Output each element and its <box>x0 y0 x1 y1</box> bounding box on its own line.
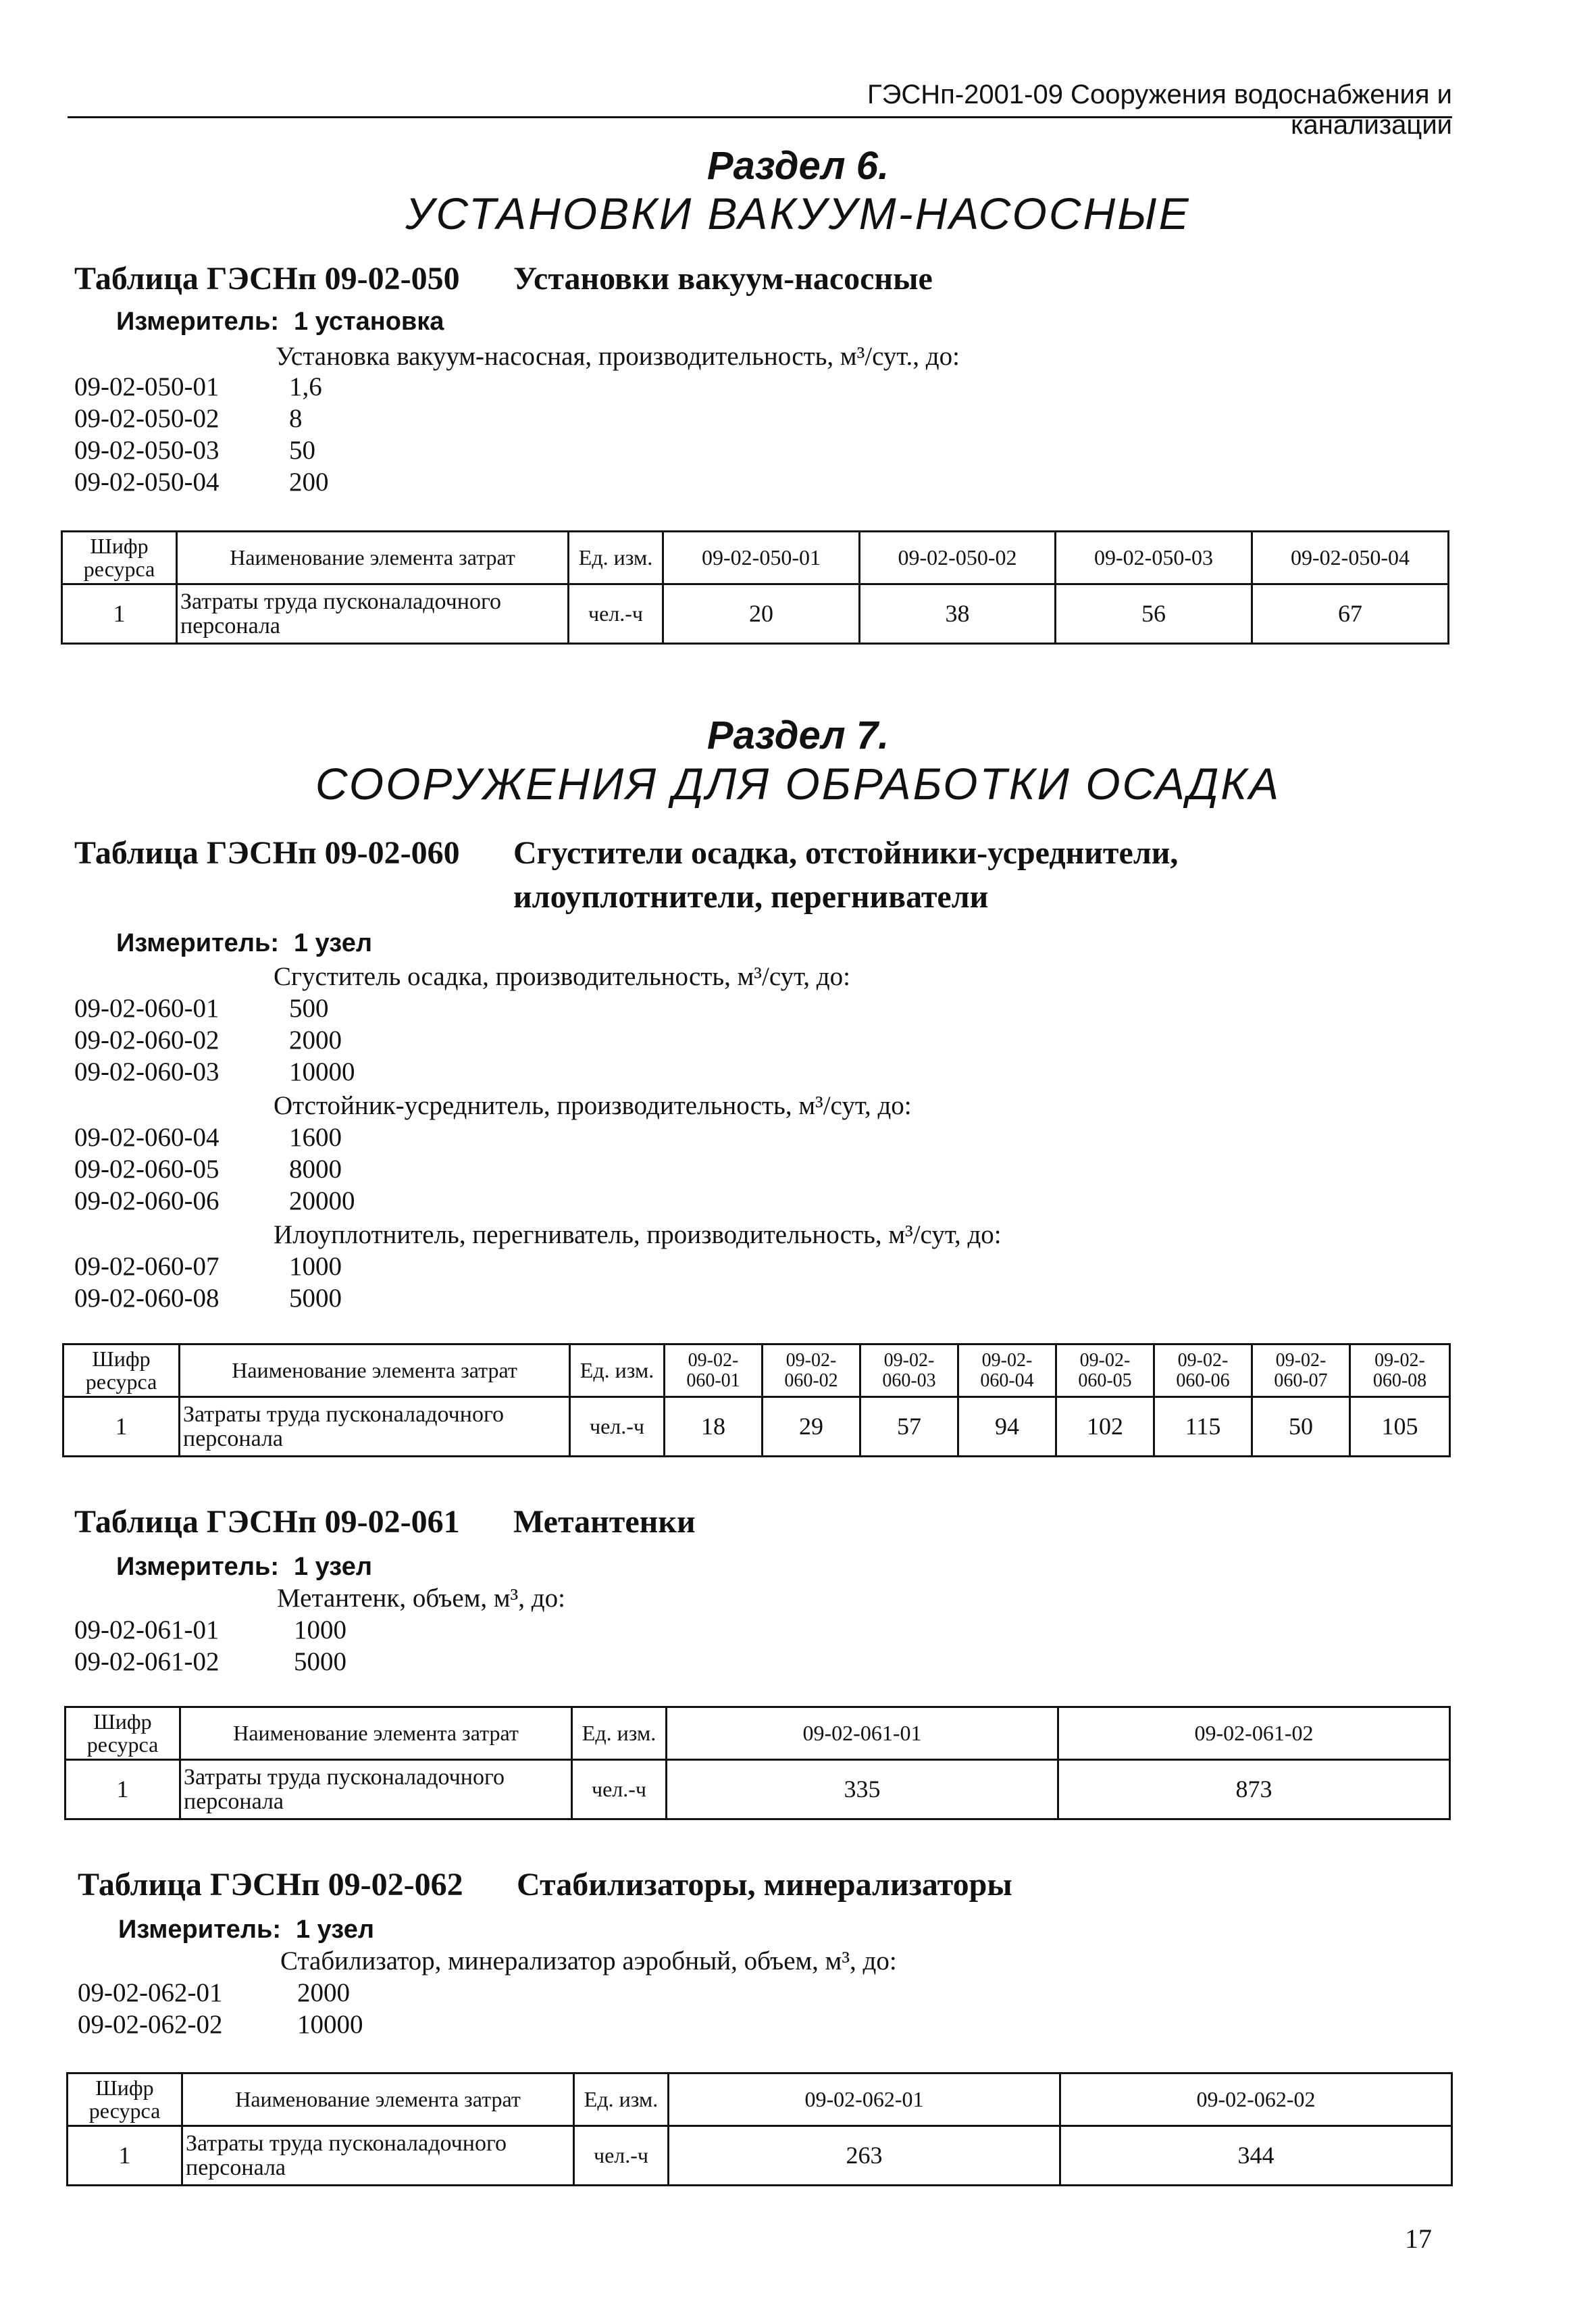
measure-label: Измеритель: <box>116 1553 279 1581</box>
row-unit: чел.-ч <box>574 2126 669 2186</box>
resource-row: 09-02-060-07 1000 <box>74 1252 342 1281</box>
resource-row: 09-02-060-02 2000 <box>74 1026 342 1055</box>
resource-row: 09-02-050-01 1,6 <box>74 372 322 401</box>
col-header: 09-02- 060-03 <box>860 1344 958 1397</box>
table-050-desc: Установки вакуум-насосные <box>513 261 933 297</box>
col-unit-header: Ед. изм. <box>570 1344 665 1397</box>
row-name: Затраты труда пусконаладочного персонала <box>180 1760 572 1819</box>
table-060-desc: Сгустители осадка, отстойники-усреднители, <box>513 835 1179 871</box>
value-cell: 105 <box>1350 1397 1450 1457</box>
measure-label: Измеритель: <box>118 1915 281 1944</box>
col-header: 09-02-062-01 <box>669 2073 1060 2126</box>
col-header: 09-02-062-02 <box>1060 2073 1452 2126</box>
row-code: 1 <box>66 1760 180 1819</box>
value-cell: 263 <box>669 2126 1060 2186</box>
col-name-header: Наименование элемента затрат <box>177 532 569 584</box>
row-code: 1 <box>68 2126 182 2186</box>
row-code: 1 <box>63 1397 180 1457</box>
row-unit: чел.-ч <box>569 584 663 644</box>
value-cell: 102 <box>1056 1397 1154 1457</box>
value-cell: 38 <box>860 584 1056 644</box>
resource-row: 09-02-061-01 1000 <box>74 1615 346 1644</box>
group-title: Сгуститель осадка, производительность, м³/сут, до: <box>274 962 850 991</box>
norm-table-050 <box>61 530 1449 645</box>
group-title: Стабилизатор, минерализатор аэробный, объем, м³, до: <box>280 1946 897 1976</box>
col-header: 09-02-050-04 <box>1252 532 1449 584</box>
table-050-name: Таблица ГЭСНп 09-02-050 <box>74 261 460 297</box>
value-cell: 18 <box>665 1397 763 1457</box>
header-rule <box>68 116 1452 118</box>
norm-table-061 <box>64 1706 1451 1820</box>
col-header: 09-02-061-01 <box>667 1707 1058 1760</box>
col-name-header: Наименование элемента затрат <box>182 2073 574 2126</box>
measure-value: 1 узел <box>293 1553 372 1581</box>
section-6-title: УСТАНОВКИ ВАКУУМ-НАСОСНЫЕ <box>405 188 1191 238</box>
resource-row: 09-02-060-05 8000 <box>74 1155 342 1184</box>
col-unit-header: Ед. изм. <box>569 532 663 584</box>
resource-row: 09-02-050-02 8 <box>74 404 303 433</box>
col-header: 09-02- 060-08 <box>1350 1344 1450 1397</box>
running-header: ГЭСНп-2001-09 Сооружения водоснабжения и канализации <box>867 80 1452 140</box>
col-code-header: Шифр ресурса <box>66 1707 180 1760</box>
col-name-header: Наименование элемента затрат <box>180 1707 572 1760</box>
measure-value: 1 узел <box>295 1915 374 1944</box>
value-cell: 344 <box>1060 2126 1452 2186</box>
col-header: 09-02- 060-01 <box>665 1344 763 1397</box>
row-unit: чел.-ч <box>570 1397 665 1457</box>
table-060-heading <box>74 834 1425 875</box>
value-cell: 50 <box>1252 1397 1350 1457</box>
col-code-header: Шифр ресурса <box>63 1344 180 1397</box>
table-060-name: Таблица ГЭСНп 09-02-060 <box>74 835 460 871</box>
resource-row: 09-02-062-02 10000 <box>78 2010 363 2039</box>
col-header: 09-02-050-01 <box>663 532 860 584</box>
table-062-desc: Стабилизаторы, минерализаторы <box>517 1867 1012 1903</box>
group-title: Установка вакуум-насосная, производительность, м³/сут., до: <box>276 342 960 371</box>
table-061-heading <box>74 1503 1425 1544</box>
value-cell: 94 <box>958 1397 1056 1457</box>
row-unit: чел.-ч <box>572 1760 667 1819</box>
norm-table-062 <box>66 2072 1453 2186</box>
col-unit-header: Ед. изм. <box>572 1707 667 1760</box>
value-cell: 57 <box>860 1397 958 1457</box>
col-header: 09-02-061-02 <box>1058 1707 1450 1760</box>
row-name: Затраты труда пусконаладочного персонала <box>182 2126 574 2186</box>
row-name: Затраты труда пусконаладочного персонала <box>180 1397 570 1457</box>
page-number: 17 <box>1405 2223 1432 2254</box>
table-062-measure <box>118 1915 389 1944</box>
resource-row: 09-02-050-03 50 <box>74 436 315 465</box>
resource-row: 09-02-061-02 5000 <box>74 1647 346 1676</box>
table-062-heading <box>78 1866 1428 1907</box>
col-header: 09-02- 060-06 <box>1154 1344 1252 1397</box>
resource-row: 09-02-060-03 10000 <box>74 1057 355 1086</box>
table-060-desc-line2: илоуплотнители, перегниватели <box>513 879 989 915</box>
value-cell: 29 <box>763 1397 860 1457</box>
col-header: 09-02-050-03 <box>1056 532 1252 584</box>
col-code-header: Шифр ресурса <box>62 532 177 584</box>
table-061-measure <box>116 1553 387 1582</box>
value-cell: 20 <box>663 584 860 644</box>
col-header: 09-02-050-02 <box>860 532 1056 584</box>
norm-table-060 <box>62 1343 1451 1457</box>
col-unit-header: Ед. изм. <box>574 2073 669 2126</box>
row-code: 1 <box>62 584 177 644</box>
value-cell: 873 <box>1058 1760 1450 1819</box>
table-061-desc: Метантенки <box>513 1504 696 1540</box>
col-header: 09-02- 060-07 <box>1252 1344 1350 1397</box>
value-cell: 56 <box>1056 584 1252 644</box>
value-cell: 335 <box>667 1760 1058 1819</box>
table-060-measure <box>116 929 387 958</box>
measure-label: Измеритель: <box>116 307 279 336</box>
group-title: Отстойник-усреднитель, производительность, м³/сут, до: <box>274 1091 912 1120</box>
col-name-header: Наименование элемента затрат <box>180 1344 570 1397</box>
resource-row: 09-02-050-04 200 <box>74 468 329 497</box>
group-title: Метантенк, объем, м³, до: <box>277 1584 565 1613</box>
value-cell: 67 <box>1252 584 1449 644</box>
section-7-label: Раздел 7. <box>706 713 890 757</box>
table-061-name: Таблица ГЭСНп 09-02-061 <box>74 1504 460 1540</box>
resource-row: 09-02-060-04 1600 <box>74 1123 342 1152</box>
col-header: 09-02- 060-02 <box>763 1344 860 1397</box>
col-header: 09-02- 060-05 <box>1056 1344 1154 1397</box>
resource-row: 09-02-060-06 20000 <box>74 1186 355 1215</box>
measure-label: Измеритель: <box>116 929 279 957</box>
group-title: Илоуплотнитель, перегниватель, производительность, м³/сут, до: <box>274 1220 1002 1249</box>
table-062-name: Таблица ГЭСНп 09-02-062 <box>78 1867 463 1903</box>
measure-value: 1 узел <box>293 929 372 957</box>
table-050-heading <box>74 260 1425 301</box>
resource-row: 09-02-060-08 5000 <box>74 1284 342 1313</box>
resource-row: 09-02-060-01 500 <box>74 994 329 1023</box>
row-name: Затраты труда пусконаладочного персонала <box>177 584 569 644</box>
measure-value: 1 установка <box>293 307 444 336</box>
table-050-measure <box>116 307 459 336</box>
col-header: 09-02- 060-04 <box>958 1344 1056 1397</box>
value-cell: 115 <box>1154 1397 1252 1457</box>
section-6-label: Раздел 6. <box>706 144 890 188</box>
section-7-title: СООРУЖЕНИЯ ДЛЯ ОБРАБОТКИ ОСАДКА <box>315 759 1281 809</box>
resource-row: 09-02-062-01 2000 <box>78 1978 350 2007</box>
col-code-header: Шифр ресурса <box>68 2073 182 2126</box>
